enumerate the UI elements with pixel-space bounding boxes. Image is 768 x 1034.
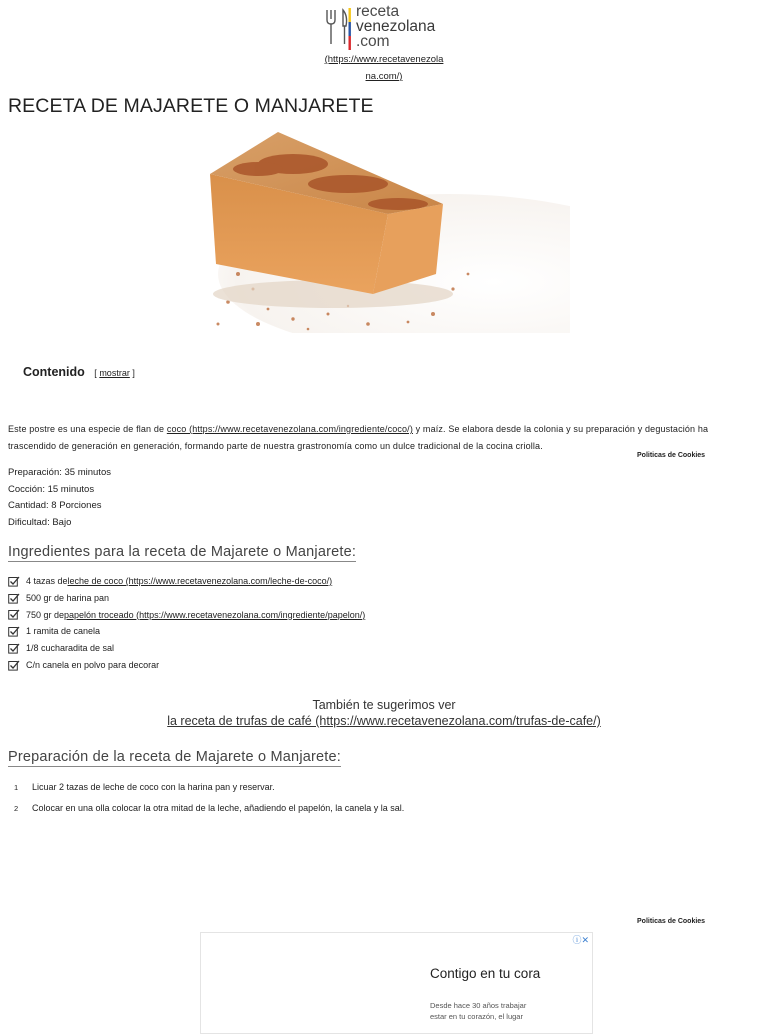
suggestion-label: También te sugerimos ver [312, 698, 456, 712]
step-number: 1 [14, 783, 19, 792]
list-item [8, 607, 365, 624]
meta-difficulty: Dificultad: Bajo [8, 516, 72, 528]
list-item [8, 640, 365, 657]
ingredient-text: 4 tazas de [26, 576, 68, 586]
list-item [8, 657, 365, 674]
toc-show-link[interactable]: mostrar [99, 368, 130, 378]
header-url-line-1[interactable]: (https://www.recetavenezola [324, 54, 444, 65]
trufas-de-cafe-link[interactable]: la receta de trufas de café (https://www.recetavenezolana.com/trufas-de-cafe/) [167, 714, 601, 728]
header-url-line-2[interactable]: na.com/) [365, 71, 403, 82]
checkbox-check-icon [8, 609, 20, 620]
list-item [14, 779, 404, 800]
ingredient-text: 1 ramita de canela [26, 626, 101, 637]
step-number: 2 [14, 804, 19, 813]
papelon-link[interactable]: papelón troceado (https://www.recetavenezolana.com/ingrediente/papelon/) [64, 609, 366, 620]
checkbox-check-icon [8, 593, 20, 604]
ad-text [430, 1000, 545, 1022]
list-item [8, 623, 365, 640]
list-item [14, 800, 404, 821]
logo-line-3: .com [356, 33, 390, 50]
step-text: Licuar 2 tazas de leche de coco con la harina pan y reservar. [32, 782, 275, 792]
toc-label: Contenido [23, 365, 85, 379]
ingredient-text: 500 gr de harina pan [26, 592, 110, 603]
advertisement[interactable] [200, 932, 593, 1034]
logo-line-2: venezolana [356, 18, 436, 35]
header-url-link-cont[interactable] [300, 68, 468, 85]
header-url-link[interactable] [300, 51, 468, 68]
toc-toggle [94, 368, 135, 378]
ingredient-text: C/n canela en polvo para decorar [26, 659, 160, 670]
ingredient-text: 1/8 cucharadita de sal [26, 643, 115, 654]
toc-bracket-open: [ [94, 368, 97, 378]
ad-choices-icon[interactable]: ⓘ✕ [572, 935, 589, 945]
intro-text-start: Este postre es una especie de flan de [8, 424, 167, 434]
meta-prep-time: Preparación: 35 minutos [8, 467, 111, 478]
leche-de-coco-link[interactable]: leche de coco (https://www.recetavenezolana.com/leche-de-coco/) [67, 576, 333, 586]
meta-servings: Cantidad: 8 Porciones [8, 500, 102, 512]
ad-title[interactable]: Contigo en tu cora [430, 966, 541, 981]
site-logo[interactable] [323, 4, 453, 54]
ad-text-line-2: estar en tu corazón, el lugar [430, 1012, 523, 1021]
ad-text-line-1: Desde hace 30 años trabajar [430, 1001, 527, 1010]
checkbox-check-icon [8, 626, 20, 637]
intro-paragraph [8, 421, 723, 455]
coco-link[interactable]: coco (https://www.recetavenezolana.com/ingrediente/coco/) [166, 424, 413, 434]
recipe-meta [8, 465, 111, 531]
intro-text-end: y maíz. Se elabora desde la colonia y su preparación y degustación ha trascendido de generación en generación, formando parte de nuestra grastronomía como un dulce tradicional de la cocina criolla. [8, 424, 709, 451]
page-title: RECETA DE MAJARETE O MANJARETE [8, 95, 374, 117]
checkbox-check-icon [8, 576, 20, 587]
toc-bracket-close: ] [132, 368, 135, 378]
suggestion-block [0, 697, 768, 729]
meta-cook-time: Cocción: 15 minutos [8, 483, 95, 495]
list-item [8, 590, 365, 607]
fork-knife-icon [323, 6, 351, 50]
hero-image [198, 124, 570, 333]
table-of-contents [23, 365, 135, 379]
ingredients-heading: Ingredientes para la receta de Majarete o Manjarete: [8, 544, 357, 560]
list-item [8, 573, 365, 590]
logo-line-1: receta [356, 3, 400, 20]
cookie-policy-link-2[interactable]: Politicas de Cookies [637, 918, 706, 925]
checkbox-check-icon [8, 643, 20, 654]
checkbox-check-icon [8, 660, 20, 671]
cookie-policy-link[interactable]: Politicas de Cookies [637, 452, 706, 459]
ingredients-list [8, 573, 365, 674]
logo-wordmark [356, 4, 435, 49]
ingredient-text: 750 gr de [26, 609, 65, 620]
preparation-heading: Preparación de la receta de Majarete o Manjarete: [8, 749, 342, 765]
preparation-steps [14, 779, 404, 821]
step-text: Colocar en una olla colocar la otra mitad de la leche, añadiendo el papelón, la canela y la sal. [32, 803, 405, 813]
